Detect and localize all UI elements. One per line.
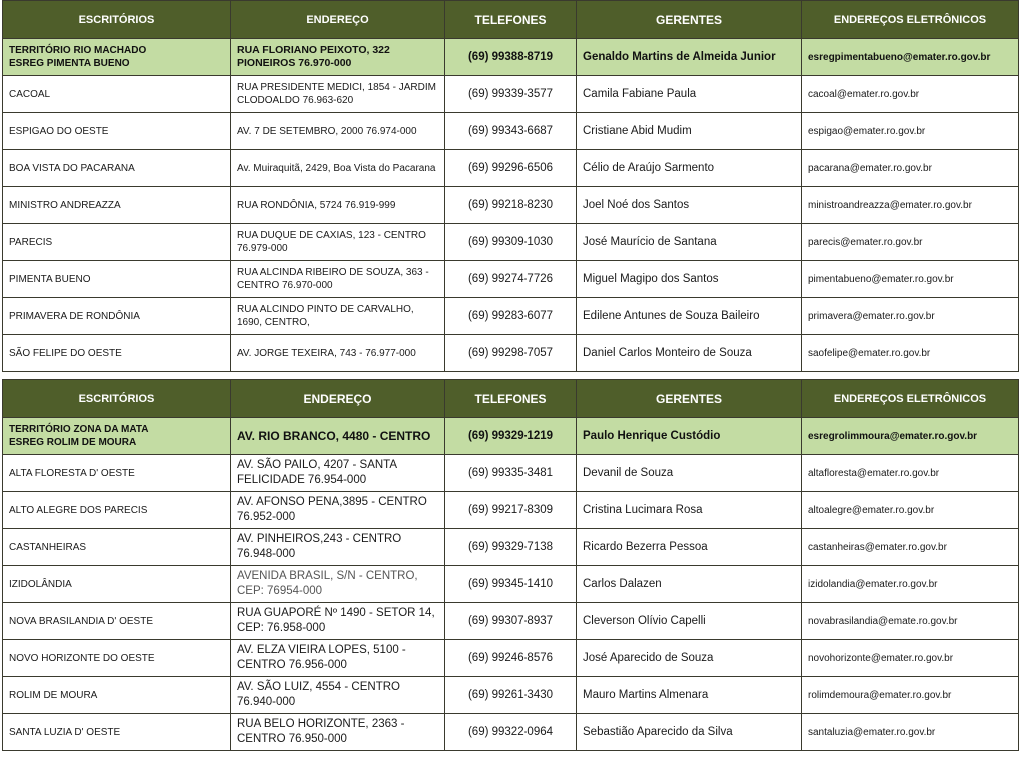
- address-cell: AV. PINHEIROS,243 - CENTRO 76.948-000: [231, 529, 445, 566]
- email-cell: parecis@emater.ro.gov.br: [802, 224, 1019, 261]
- email-cell: novohorizonte@emater.ro.gov.br: [802, 640, 1019, 677]
- office-cell: NOVO HORIZONTE DO OESTE: [3, 640, 231, 677]
- header-offices: ESCRITÓRIOS: [3, 1, 231, 39]
- header-address: ENDEREÇO: [231, 1, 445, 39]
- address-cell: RUA RONDÔNIA, 5724 76.919-999: [231, 187, 445, 224]
- phone-cell: (69) 99388-8719: [445, 39, 577, 76]
- office-cell: ESPIGAO DO OESTE: [3, 113, 231, 150]
- office-cell: CASTANHEIRAS: [3, 529, 231, 566]
- table-header-row: [3, 1, 1019, 39]
- address-cell: AV. ELZA VIEIRA LOPES, 5100 - CENTRO 76.956-000: [231, 640, 445, 677]
- phone-cell: (69) 99345-1410: [445, 566, 577, 603]
- address-cell: AV. SÃO LUIZ, 4554 - CENTRO 76.940-000: [231, 677, 445, 714]
- phone-cell: (69) 99246-8576: [445, 640, 577, 677]
- phone-cell: (69) 99274-7726: [445, 261, 577, 298]
- table-row: [3, 566, 1019, 603]
- manager-cell: Edilene Antunes de Souza Baileiro: [577, 298, 802, 335]
- table-row: [3, 640, 1019, 677]
- territory-name: TERRITÓRIO ZONA DA MATA: [9, 424, 149, 435]
- table-row: [3, 298, 1019, 335]
- phone-cell: (69) 99307-8937: [445, 603, 577, 640]
- email-cell: esregrolimmoura@emater.ro.gov.br: [802, 418, 1019, 455]
- header-emails: ENDEREÇOS ELETRÔNICOS: [802, 1, 1019, 39]
- header-managers: GERENTES: [577, 380, 802, 418]
- regional-office-name: ESREG ROLIM DE MOURA: [9, 437, 137, 448]
- manager-cell: Cristiane Abid Mudim: [577, 113, 802, 150]
- table-row: [3, 187, 1019, 224]
- phone-cell: (69) 99298-7057: [445, 335, 577, 372]
- directory-table-zona-da-mata: [2, 379, 1019, 751]
- manager-cell: Ricardo Bezerra Pessoa: [577, 529, 802, 566]
- phone-cell: (69) 99261-3430: [445, 677, 577, 714]
- phone-cell: (69) 99339-3577: [445, 76, 577, 113]
- manager-cell: Cleverson Olívio Capelli: [577, 603, 802, 640]
- header-managers: GERENTES: [577, 1, 802, 39]
- territory-name: TERRITÓRIO RIO MACHADO: [9, 45, 147, 56]
- email-cell: ministroandreazza@emater.ro.gov.br: [802, 187, 1019, 224]
- address-cell: RUA ALCINDA RIBEIRO DE SOUZA, 363 - CENTRO 76.970-000: [231, 261, 445, 298]
- email-cell: cacoal@emater.ro.gov.br: [802, 76, 1019, 113]
- address-cell: RUA FLORIANO PEIXOTO, 322 PIONEIROS 76.970-000: [231, 39, 445, 76]
- address-cell: RUA GUAPORÉ Nº 1490 - SETOR 14, CEP: 76.958-000: [231, 603, 445, 640]
- address-cell: RUA BELO HORIZONTE, 2363 - CENTRO 76.950-000: [231, 714, 445, 751]
- email-cell: altoalegre@emater.ro.gov.br: [802, 492, 1019, 529]
- office-cell: PARECIS: [3, 224, 231, 261]
- manager-cell: Cristina Lucimara Rosa: [577, 492, 802, 529]
- territory-office-cell: [3, 418, 231, 455]
- regional-office-name: ESREG PIMENTA BUENO: [9, 58, 130, 69]
- office-cell: NOVA BRASILANDIA D' OESTE: [3, 603, 231, 640]
- table-row: [3, 455, 1019, 492]
- table-row: [3, 603, 1019, 640]
- table-body: [3, 39, 1019, 372]
- address-cell: AVENIDA BRASIL, S/N - CENTRO, CEP: 76954-000: [231, 566, 445, 603]
- phone-cell: (69) 99296-6506: [445, 150, 577, 187]
- email-cell: pimentabueno@emater.ro.gov.br: [802, 261, 1019, 298]
- table-row: [3, 677, 1019, 714]
- table-row: [3, 224, 1019, 261]
- manager-cell: Sebastião Aparecido da Silva: [577, 714, 802, 751]
- table-row: [3, 150, 1019, 187]
- manager-cell: Camila Fabiane Paula: [577, 76, 802, 113]
- address-cell: AV. JORGE TEXEIRA, 743 - 76.977-000: [231, 335, 445, 372]
- manager-cell: Mauro Martins Almenara: [577, 677, 802, 714]
- office-cell: IZIDOLÂNDIA: [3, 566, 231, 603]
- manager-cell: Célio de Araújo Sarmento: [577, 150, 802, 187]
- address-cell: AV. AFONSO PENA,3895 - CENTRO 76.952-000: [231, 492, 445, 529]
- table-row: [3, 76, 1019, 113]
- email-cell: primavera@emater.ro.gov.br: [802, 298, 1019, 335]
- email-cell: altafloresta@emater.ro.gov.br: [802, 455, 1019, 492]
- manager-cell: José Aparecido de Souza: [577, 640, 802, 677]
- office-cell: BOA VISTA DO PACARANA: [3, 150, 231, 187]
- phone-cell: (69) 99335-3481: [445, 455, 577, 492]
- address-cell: Av. Muiraquitã, 2429, Boa Vista do Pacarana: [231, 150, 445, 187]
- phone-cell: (69) 99217-8309: [445, 492, 577, 529]
- office-cell: PRIMAVERA DE RONDÔNIA: [3, 298, 231, 335]
- table-header-row: [3, 380, 1019, 418]
- office-cell: ROLIM DE MOURA: [3, 677, 231, 714]
- table-row: [3, 714, 1019, 751]
- office-cell: ALTA FLORESTA D' OESTE: [3, 455, 231, 492]
- table-row: [3, 492, 1019, 529]
- address-cell: AV. 7 DE SETEMBRO, 2000 76.974-000: [231, 113, 445, 150]
- office-cell: SÃO FELIPE DO OESTE: [3, 335, 231, 372]
- manager-cell: José Maurício de Santana: [577, 224, 802, 261]
- territory-office-cell: [3, 39, 231, 76]
- header-phones: TELEFONES: [445, 1, 577, 39]
- manager-cell: Carlos Dalazen: [577, 566, 802, 603]
- phone-cell: (69) 99329-7138: [445, 529, 577, 566]
- manager-cell: Devanil de Souza: [577, 455, 802, 492]
- email-cell: pacarana@emater.ro.gov.br: [802, 150, 1019, 187]
- office-cell: MINISTRO ANDREAZZA: [3, 187, 231, 224]
- address-cell: RUA DUQUE DE CAXIAS, 123 - CENTRO 76.979-000: [231, 224, 445, 261]
- office-cell: CACOAL: [3, 76, 231, 113]
- table-row: [3, 261, 1019, 298]
- header-address: ENDEREÇO: [231, 380, 445, 418]
- office-cell: ALTO ALEGRE DOS PARECIS: [3, 492, 231, 529]
- email-cell: santaluzia@emater.ro.gov.br: [802, 714, 1019, 751]
- phone-cell: (69) 99309-1030: [445, 224, 577, 261]
- manager-cell: Joel Noé dos Santos: [577, 187, 802, 224]
- email-cell: rolimdemoura@emater.ro.gov.br: [802, 677, 1019, 714]
- directory-table-rio-machado: [2, 0, 1019, 372]
- table-row: [3, 113, 1019, 150]
- email-cell: novabrasilandia@emate.ro.gov.br: [802, 603, 1019, 640]
- email-cell: izidolandia@emater.ro.gov.br: [802, 566, 1019, 603]
- address-cell: AV. SÃO PAILO, 4207 - SANTA FELICIDADE 76.954-000: [231, 455, 445, 492]
- phone-cell: (69) 99218-8230: [445, 187, 577, 224]
- table-row: [3, 529, 1019, 566]
- header-offices: ESCRITÓRIOS: [3, 380, 231, 418]
- territory-row: [3, 418, 1019, 455]
- address-cell: RUA ALCINDO PINTO DE CARVALHO, 1690, CENTRO,: [231, 298, 445, 335]
- office-cell: PIMENTA BUENO: [3, 261, 231, 298]
- table-row: [3, 335, 1019, 372]
- header-emails: ENDEREÇOS ELETRÔNICOS: [802, 380, 1019, 418]
- manager-cell: Paulo Henrique Custódio: [577, 418, 802, 455]
- phone-cell: (69) 99322-0964: [445, 714, 577, 751]
- email-cell: espigao@emater.ro.gov.br: [802, 113, 1019, 150]
- phone-cell: (69) 99329-1219: [445, 418, 577, 455]
- header-phones: TELEFONES: [445, 380, 577, 418]
- office-cell: SANTA LUZIA D' OESTE: [3, 714, 231, 751]
- address-cell: RUA PRESIDENTE MEDICI, 1854 - JARDIM CLODOALDO 76.963-620: [231, 76, 445, 113]
- address-cell: AV. RIO BRANCO, 4480 - CENTRO: [231, 418, 445, 455]
- manager-cell: Miguel Magipo dos Santos: [577, 261, 802, 298]
- manager-cell: Genaldo Martins de Almeida Junior: [577, 39, 802, 76]
- table-body: [3, 418, 1019, 751]
- phone-cell: (69) 99283-6077: [445, 298, 577, 335]
- territory-row: [3, 39, 1019, 76]
- manager-cell: Daniel Carlos Monteiro de Souza: [577, 335, 802, 372]
- email-cell: saofelipe@emater.ro.gov.br: [802, 335, 1019, 372]
- email-cell: castanheiras@emater.ro.gov.br: [802, 529, 1019, 566]
- email-cell: esregpimentabueno@emater.ro.gov.br: [802, 39, 1019, 76]
- phone-cell: (69) 99343-6687: [445, 113, 577, 150]
